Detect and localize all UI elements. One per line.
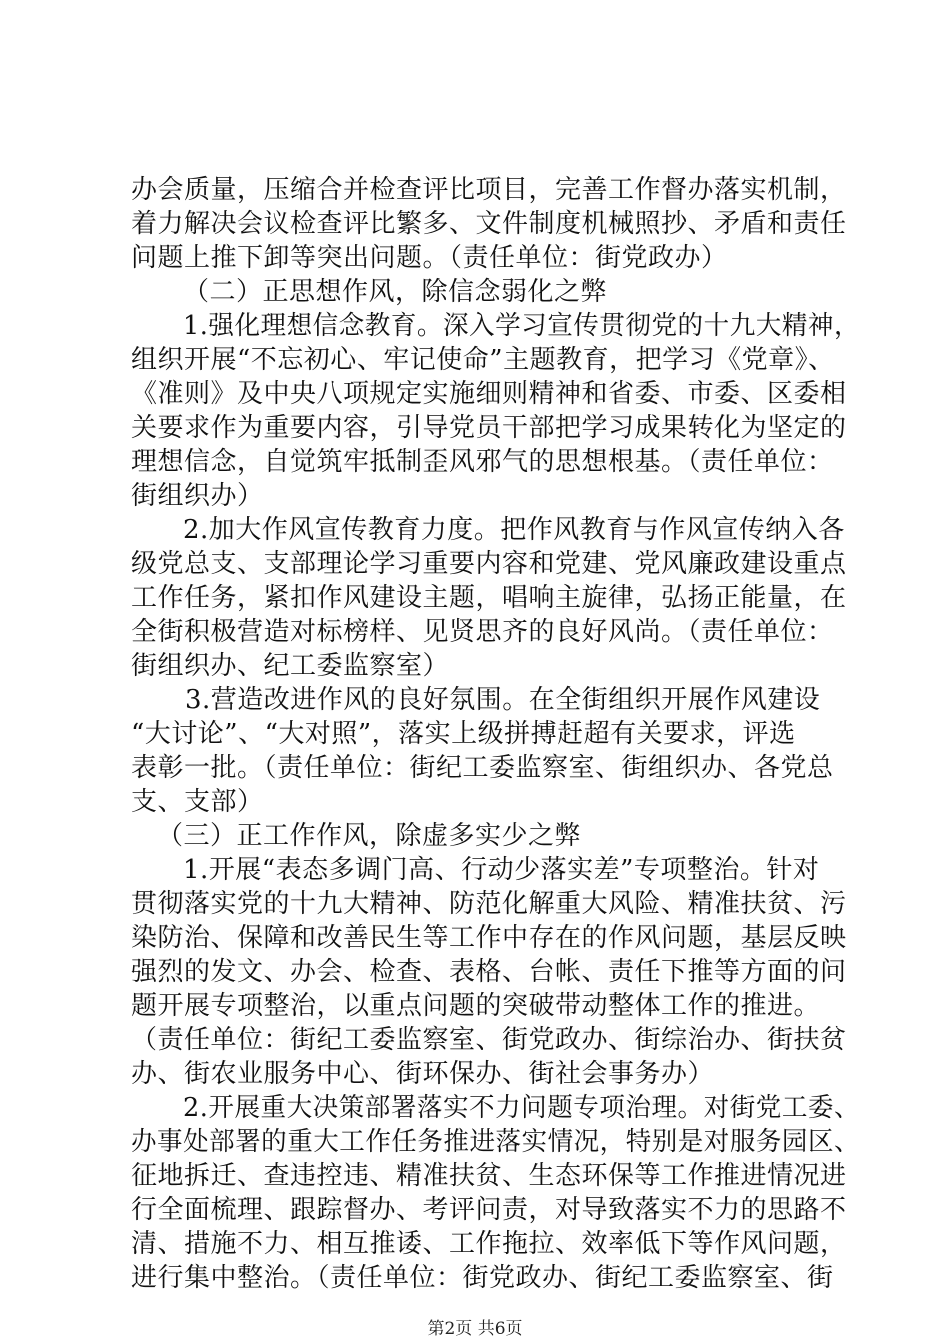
text-line: 问题上推下卸等突出问题。（责任单位：街党政办）: [131, 243, 728, 273]
text-line: 支、支部）: [131, 787, 264, 817]
text-line: 工作任务，紧扣作风建设主题，唱响主旋律，弘扬正能量，在: [131, 583, 847, 613]
text-line: 2.加大作风宣传教育力度。把作风教育与作风宣传纳入各: [183, 515, 845, 545]
text-line: 1.强化理想信念教育。深入学习宣传贯彻党的十九大精神，: [183, 311, 861, 341]
text-line: 街组织办、纪工委监察室）: [131, 651, 450, 681]
text-line: 街组织办）: [131, 481, 264, 511]
text-line: 清、措施不力、相互推诿、工作拖拉、效率低下等作风问题，: [131, 1229, 847, 1259]
text-line: 题开展专项整治，以重点问题的突破带动整体工作的推进。: [131, 991, 821, 1021]
text-line: 进行集中整治。（责任单位：街党政办、街纪工委监察室、街: [131, 1263, 834, 1293]
text-line: 强烈的发文、办会、检查、表格、台帐、责任下推等方面的问: [131, 957, 847, 987]
page-number-footer: 第2页 共6页: [427, 1319, 523, 1339]
text-line: 办、街农业服务中心、街环保办、街社会事务办）: [131, 1059, 715, 1089]
text-line: （责任单位：街纪工委监察室、街党政办、街综治办、街扶贫: [131, 1025, 847, 1055]
text-line: 关要求作为重要内容，引导党员干部把学习成果转化为坚定的: [131, 413, 847, 443]
text-line: 2.开展重大决策部署落实不力问题专项治理。对街党工委、: [183, 1093, 861, 1123]
text-line: 行全面梳理、跟踪督办、考评问责，对导致落实不力的思路不: [131, 1195, 847, 1225]
text-line: 1.开展“表态多调门高、行动少落实差”专项整治。针对: [183, 855, 820, 885]
text-line: “大讨论”、“大对照”，落实上级拼搏赶超有关要求，评选: [131, 719, 796, 749]
text-line: 征地拆迁、查违控违、精准扶贫、生态环保等工作推进情况进: [131, 1161, 847, 1191]
section-heading: （二）正思想作风，除信念弱化之弊: [183, 277, 608, 307]
text-line: 3.营造改进作风的良好氛围。在全街组织开展作风建设: [185, 685, 821, 715]
section-heading: （三）正工作作风，除虚多实少之弊: [157, 821, 582, 851]
text-line: 理想信念，自觉筑牢抵制歪风邪气的思想根基。（责任单位：: [131, 447, 834, 477]
text-line: 办事处部署的重大工作任务推进落实情况，特别是对服务园区、: [131, 1127, 861, 1157]
text-line: 级党总支、支部理论学习重要内容和党建、党风廉政建设重点: [131, 549, 847, 579]
text-line: 全街积极营造对标榜样、见贤思齐的良好风尚。（责任单位：: [131, 617, 834, 647]
text-line: 表彰一批。（责任单位：街纪工委监察室、街组织办、各党总: [131, 753, 834, 783]
text-line: 着力解决会议检查评比繁多、文件制度机械照抄、矛盾和责任: [131, 209, 847, 239]
text-line: 办会质量，压缩合并检查评比项目，完善工作督办落实机制，: [131, 175, 847, 205]
text-line: 组织开展“不忘初心、牢记使命”主题教育，把学习《党章》、: [131, 345, 835, 375]
text-line: 《准则》及中央八项规定实施细则精神和省委、市委、区委相: [131, 379, 847, 409]
text-line: 染防治、保障和改善民生等工作中存在的作风问题，基层反映: [131, 923, 847, 953]
text-line: 贯彻落实党的十九大精神、防范化解重大风险、精准扶贫、污: [131, 889, 847, 919]
